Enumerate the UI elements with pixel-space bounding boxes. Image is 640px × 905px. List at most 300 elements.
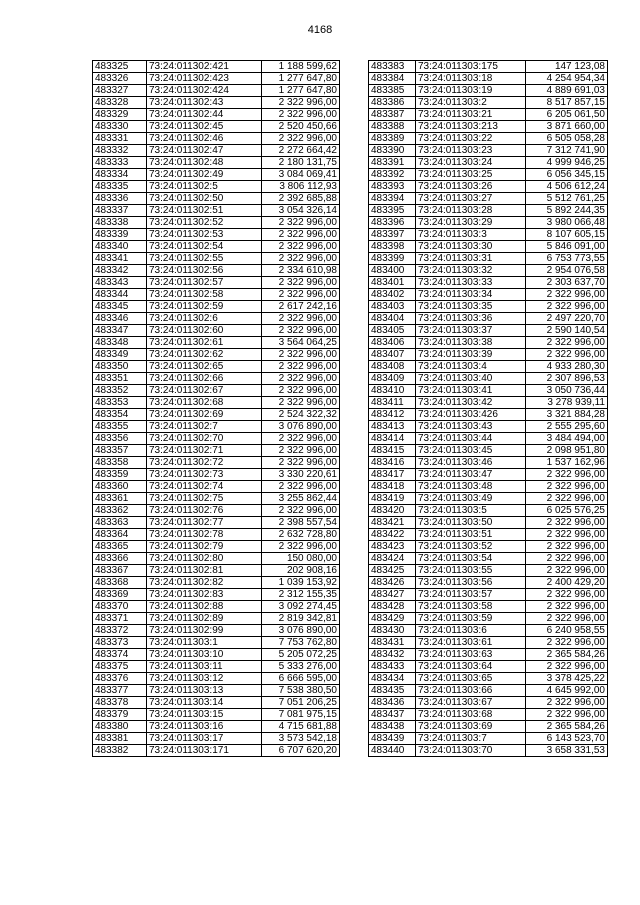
cadastral-number-cell: 73:24:011303:39 bbox=[416, 349, 526, 361]
row-number-cell: 483390 bbox=[369, 145, 416, 157]
cadastral-value-cell: 2 322 996,00 bbox=[526, 517, 608, 529]
table-row bbox=[369, 121, 608, 133]
row-number-cell: 483437 bbox=[369, 709, 416, 721]
row-number-cell: 483425 bbox=[369, 565, 416, 577]
table-row bbox=[93, 529, 340, 541]
cadastral-value-cell: 2 322 996,00 bbox=[526, 493, 608, 505]
row-number-cell: 483439 bbox=[369, 733, 416, 745]
cadastral-value-cell: 1 277 647,80 bbox=[262, 85, 340, 97]
row-number-cell: 483428 bbox=[369, 601, 416, 613]
cadastral-value-cell: 5 333 276,00 bbox=[262, 661, 340, 673]
cadastral-value-cell: 3 076 890,00 bbox=[262, 625, 340, 637]
table-row bbox=[93, 613, 340, 625]
row-number-cell: 483421 bbox=[369, 517, 416, 529]
row-number-cell: 483383 bbox=[369, 61, 416, 73]
cadastral-number-cell: 73:24:011303:49 bbox=[416, 493, 526, 505]
cadastral-value-cell: 2 322 996,00 bbox=[262, 433, 340, 445]
cadastral-value-cell: 4 933 280,30 bbox=[526, 361, 608, 373]
cadastral-value-cell: 2 322 996,00 bbox=[526, 481, 608, 493]
row-number-cell: 483398 bbox=[369, 241, 416, 253]
row-number-cell: 483333 bbox=[93, 157, 147, 169]
table-row bbox=[369, 613, 608, 625]
cadastral-value-cell: 2 322 996,00 bbox=[262, 109, 340, 121]
table-row bbox=[93, 733, 340, 745]
table-row bbox=[369, 457, 608, 469]
row-number-cell: 483435 bbox=[369, 685, 416, 697]
cadastral-value-cell: 7 312 741,90 bbox=[526, 145, 608, 157]
cadastral-number-cell: 73:24:011303:59 bbox=[416, 613, 526, 625]
cadastral-value-cell: 2 322 996,00 bbox=[526, 661, 608, 673]
table-row bbox=[369, 565, 608, 577]
row-number-cell: 483356 bbox=[93, 433, 147, 445]
row-number-cell: 483411 bbox=[369, 397, 416, 409]
cadastral-value-cell: 3 378 425,22 bbox=[526, 673, 608, 685]
table-row bbox=[369, 649, 608, 661]
table-row bbox=[369, 265, 608, 277]
table-row bbox=[369, 133, 608, 145]
row-number-cell: 483408 bbox=[369, 361, 416, 373]
row-number-cell: 483341 bbox=[93, 253, 147, 265]
row-number-cell: 483412 bbox=[369, 409, 416, 421]
cadastral-number-cell: 73:24:011303:46 bbox=[416, 457, 526, 469]
row-number-cell: 483358 bbox=[93, 457, 147, 469]
table-row bbox=[369, 361, 608, 373]
row-number-cell: 483326 bbox=[93, 73, 147, 85]
table-row bbox=[369, 85, 608, 97]
table-row bbox=[93, 685, 340, 697]
cadastral-number-cell: 73:24:011303:19 bbox=[416, 85, 526, 97]
cadastral-value-cell: 2 303 637,70 bbox=[526, 277, 608, 289]
table-row bbox=[369, 109, 608, 121]
cadastral-value-cell: 2 322 996,00 bbox=[262, 397, 340, 409]
cadastral-value-cell: 2 322 996,00 bbox=[526, 289, 608, 301]
cadastral-number-cell: 73:24:011303:25 bbox=[416, 169, 526, 181]
cadastral-number-cell: 73:24:011302:88 bbox=[147, 601, 262, 613]
cadastral-value-cell: 2 322 996,00 bbox=[262, 217, 340, 229]
table-row bbox=[369, 229, 608, 241]
cadastral-value-cell: 6 143 523,70 bbox=[526, 733, 608, 745]
cadastral-number-cell: 73:24:011302:423 bbox=[147, 73, 262, 85]
row-number-cell: 483429 bbox=[369, 613, 416, 625]
table-row bbox=[93, 577, 340, 589]
cadastral-value-cell: 2 954 076,58 bbox=[526, 265, 608, 277]
cadastral-value-cell: 2 322 996,00 bbox=[526, 589, 608, 601]
cadastral-number-cell: 73:24:011303:426 bbox=[416, 409, 526, 421]
cadastral-number-cell: 73:24:011303:54 bbox=[416, 553, 526, 565]
row-number-cell: 483374 bbox=[93, 649, 147, 661]
table-row bbox=[369, 493, 608, 505]
table-row bbox=[369, 709, 608, 721]
cadastral-number-cell: 73:24:011303:55 bbox=[416, 565, 526, 577]
row-number-cell: 483350 bbox=[93, 361, 147, 373]
cadastral-number-cell: 73:24:011303:37 bbox=[416, 325, 526, 337]
table-row bbox=[369, 661, 608, 673]
cadastral-number-cell: 73:24:011302:49 bbox=[147, 169, 262, 181]
cadastral-number-cell: 73:24:011302:47 bbox=[147, 145, 262, 157]
cadastral-number-cell: 73:24:011302:67 bbox=[147, 385, 262, 397]
row-number-cell: 483359 bbox=[93, 469, 147, 481]
cadastral-value-cell: 2 819 342,81 bbox=[262, 613, 340, 625]
cadastral-value-cell: 1 537 162,96 bbox=[526, 457, 608, 469]
row-number-cell: 483348 bbox=[93, 337, 147, 349]
row-number-cell: 483386 bbox=[369, 97, 416, 109]
row-number-cell: 483385 bbox=[369, 85, 416, 97]
cadastral-value-cell: 147 123,08 bbox=[526, 61, 608, 73]
cadastral-value-cell: 2 322 996,00 bbox=[262, 313, 340, 325]
table-row bbox=[369, 625, 608, 637]
table-row bbox=[369, 97, 608, 109]
table-row bbox=[93, 217, 340, 229]
cadastral-value-cell: 2 632 728,80 bbox=[262, 529, 340, 541]
cadastral-number-cell: 73:24:011303:7 bbox=[416, 733, 526, 745]
cadastral-value-cell: 2 322 996,00 bbox=[262, 505, 340, 517]
table-row bbox=[93, 697, 340, 709]
row-number-cell: 483407 bbox=[369, 349, 416, 361]
table-row bbox=[369, 721, 608, 733]
cadastral-value-cell: 2 555 295,60 bbox=[526, 421, 608, 433]
cadastral-value-cell: 2 365 584,26 bbox=[526, 649, 608, 661]
cadastral-number-cell: 73:24:011303:10 bbox=[147, 649, 262, 661]
table-row bbox=[93, 265, 340, 277]
row-number-cell: 483440 bbox=[369, 745, 416, 757]
table-row bbox=[93, 661, 340, 673]
cadastral-number-cell: 73:24:011302:52 bbox=[147, 217, 262, 229]
cadastral-value-cell: 3 054 326,14 bbox=[262, 205, 340, 217]
cadastral-number-cell: 73:24:011303:28 bbox=[416, 205, 526, 217]
cadastral-number-cell: 73:24:011303:56 bbox=[416, 577, 526, 589]
row-number-cell: 483434 bbox=[369, 673, 416, 685]
table-row bbox=[369, 325, 608, 337]
cadastral-number-cell: 73:24:011302:66 bbox=[147, 373, 262, 385]
cadastral-value-cell: 2 322 996,00 bbox=[262, 385, 340, 397]
table-row bbox=[93, 301, 340, 313]
table-row bbox=[369, 517, 608, 529]
row-number-cell: 483372 bbox=[93, 625, 147, 637]
cadastral-number-cell: 73:24:011303:69 bbox=[416, 721, 526, 733]
cadastral-value-cell: 6 505 058,28 bbox=[526, 133, 608, 145]
cadastral-number-cell: 73:24:011303:36 bbox=[416, 313, 526, 325]
table-row bbox=[369, 349, 608, 361]
row-number-cell: 483349 bbox=[93, 349, 147, 361]
cadastral-number-cell: 73:24:011303:41 bbox=[416, 385, 526, 397]
cadastral-value-cell: 2 322 996,00 bbox=[262, 133, 340, 145]
table-row bbox=[369, 481, 608, 493]
cadastral-value-cell: 3 573 542,18 bbox=[262, 733, 340, 745]
table-row bbox=[93, 349, 340, 361]
cadastral-number-cell: 73:24:011303:61 bbox=[416, 637, 526, 649]
row-number-cell: 483347 bbox=[93, 325, 147, 337]
cadastral-value-cell: 2 322 996,00 bbox=[526, 565, 608, 577]
row-number-cell: 483394 bbox=[369, 193, 416, 205]
table-row bbox=[93, 469, 340, 481]
cadastral-number-cell: 73:24:011302:77 bbox=[147, 517, 262, 529]
row-number-cell: 483373 bbox=[93, 637, 147, 649]
table-row bbox=[369, 397, 608, 409]
row-number-cell: 483328 bbox=[93, 97, 147, 109]
row-number-cell: 483354 bbox=[93, 409, 147, 421]
cadastral-number-cell: 73:24:011302:58 bbox=[147, 289, 262, 301]
row-number-cell: 483397 bbox=[369, 229, 416, 241]
cadastral-value-cell: 2 307 896,53 bbox=[526, 373, 608, 385]
cadastral-value-cell: 5 205 072,25 bbox=[262, 649, 340, 661]
cadastral-number-cell: 73:24:011303:12 bbox=[147, 673, 262, 685]
cadastral-value-cell: 150 080,00 bbox=[262, 553, 340, 565]
cadastral-number-cell: 73:24:011302:76 bbox=[147, 505, 262, 517]
table-row bbox=[93, 85, 340, 97]
table-row bbox=[369, 529, 608, 541]
row-number-cell: 483415 bbox=[369, 445, 416, 457]
cadastral-value-cell: 2 590 140,54 bbox=[526, 325, 608, 337]
cadastral-number-cell: 73:24:011302:79 bbox=[147, 541, 262, 553]
cadastral-number-cell: 73:24:011303:44 bbox=[416, 433, 526, 445]
cadastral-value-cell: 3 278 939,11 bbox=[526, 397, 608, 409]
row-number-cell: 483351 bbox=[93, 373, 147, 385]
cadastral-value-cell: 7 538 380,50 bbox=[262, 685, 340, 697]
table-row bbox=[93, 253, 340, 265]
row-number-cell: 483391 bbox=[369, 157, 416, 169]
table-row bbox=[93, 589, 340, 601]
cadastral-number-cell: 73:24:011302:51 bbox=[147, 205, 262, 217]
cadastral-number-cell: 73:24:011303:18 bbox=[416, 73, 526, 85]
row-number-cell: 483387 bbox=[369, 109, 416, 121]
row-number-cell: 483327 bbox=[93, 85, 147, 97]
cadastral-value-cell: 4 715 681,88 bbox=[262, 721, 340, 733]
cadastral-number-cell: 73:24:011302:69 bbox=[147, 409, 262, 421]
table-row bbox=[369, 205, 608, 217]
table-row bbox=[93, 133, 340, 145]
row-number-cell: 483362 bbox=[93, 505, 147, 517]
table-row bbox=[369, 313, 608, 325]
cadastral-number-cell: 73:24:011302:50 bbox=[147, 193, 262, 205]
cadastral-number-cell: 73:24:011302:89 bbox=[147, 613, 262, 625]
cadastral-number-cell: 73:24:011302:74 bbox=[147, 481, 262, 493]
cadastral-value-cell: 5 846 091,00 bbox=[526, 241, 608, 253]
cadastral-number-cell: 73:24:011302:71 bbox=[147, 445, 262, 457]
cadastral-number-cell: 73:24:011302:55 bbox=[147, 253, 262, 265]
table-row bbox=[93, 145, 340, 157]
row-number-cell: 483335 bbox=[93, 181, 147, 193]
row-number-cell: 483330 bbox=[93, 121, 147, 133]
cadastral-value-table-left bbox=[92, 60, 340, 757]
table-row bbox=[93, 97, 340, 109]
cadastral-number-cell: 73:24:011303:42 bbox=[416, 397, 526, 409]
row-number-cell: 483389 bbox=[369, 133, 416, 145]
cadastral-number-cell: 73:24:011303:51 bbox=[416, 529, 526, 541]
cadastral-number-cell: 73:24:011303:2 bbox=[416, 97, 526, 109]
cadastral-value-cell: 5 892 244,35 bbox=[526, 205, 608, 217]
cadastral-value-cell: 2 322 996,00 bbox=[526, 337, 608, 349]
cadastral-number-cell: 73:24:011302:62 bbox=[147, 349, 262, 361]
row-number-cell: 483395 bbox=[369, 205, 416, 217]
cadastral-value-cell: 2 322 996,00 bbox=[526, 469, 608, 481]
table-row bbox=[93, 277, 340, 289]
cadastral-value-cell: 2 322 996,00 bbox=[526, 553, 608, 565]
cadastral-number-cell: 73:24:011303:63 bbox=[416, 649, 526, 661]
row-number-cell: 483402 bbox=[369, 289, 416, 301]
cadastral-value-cell: 2 322 996,00 bbox=[262, 277, 340, 289]
row-number-cell: 483406 bbox=[369, 337, 416, 349]
table-row bbox=[93, 517, 340, 529]
cadastral-number-cell: 73:24:011303:21 bbox=[416, 109, 526, 121]
row-number-cell: 483336 bbox=[93, 193, 147, 205]
cadastral-value-cell: 2 322 996,00 bbox=[262, 457, 340, 469]
table-row bbox=[93, 193, 340, 205]
row-number-cell: 483365 bbox=[93, 541, 147, 553]
cadastral-number-cell: 73:24:011303:64 bbox=[416, 661, 526, 673]
cadastral-value-cell: 2 322 996,00 bbox=[526, 529, 608, 541]
row-number-cell: 483366 bbox=[93, 553, 147, 565]
table-row bbox=[369, 697, 608, 709]
row-number-cell: 483400 bbox=[369, 265, 416, 277]
row-number-cell: 483420 bbox=[369, 505, 416, 517]
table-row bbox=[369, 673, 608, 685]
table-row bbox=[93, 229, 340, 241]
row-number-cell: 483418 bbox=[369, 481, 416, 493]
cadastral-number-cell: 73:24:011302:59 bbox=[147, 301, 262, 313]
row-number-cell: 483325 bbox=[93, 61, 147, 73]
cadastral-number-cell: 73:24:011303:68 bbox=[416, 709, 526, 721]
table-row bbox=[369, 73, 608, 85]
table-row bbox=[369, 601, 608, 613]
cadastral-number-cell: 73:24:011303:15 bbox=[147, 709, 262, 721]
row-number-cell: 483436 bbox=[369, 697, 416, 709]
cadastral-value-cell: 2 272 664,42 bbox=[262, 145, 340, 157]
table-row bbox=[369, 217, 608, 229]
row-number-cell: 483377 bbox=[93, 685, 147, 697]
table-row bbox=[93, 637, 340, 649]
cadastral-value-cell: 2 322 996,00 bbox=[526, 601, 608, 613]
cadastral-number-cell: 73:24:011303:40 bbox=[416, 373, 526, 385]
table-row bbox=[369, 289, 608, 301]
table-row bbox=[93, 601, 340, 613]
table-row bbox=[93, 541, 340, 553]
table-row bbox=[369, 241, 608, 253]
cadastral-number-cell: 73:24:011303:30 bbox=[416, 241, 526, 253]
table-row bbox=[369, 301, 608, 313]
cadastral-number-cell: 73:24:011303:26 bbox=[416, 181, 526, 193]
row-number-cell: 483419 bbox=[369, 493, 416, 505]
row-number-cell: 483332 bbox=[93, 145, 147, 157]
row-number-cell: 483376 bbox=[93, 673, 147, 685]
table-row bbox=[369, 433, 608, 445]
cadastral-number-cell: 73:24:011302:7 bbox=[147, 421, 262, 433]
table-row bbox=[93, 505, 340, 517]
cadastral-value-cell: 8 107 605,15 bbox=[526, 229, 608, 241]
cadastral-value-cell: 2 322 996,00 bbox=[262, 253, 340, 265]
table-row bbox=[93, 721, 340, 733]
cadastral-number-cell: 73:24:011302:83 bbox=[147, 589, 262, 601]
row-number-cell: 483371 bbox=[93, 613, 147, 625]
cadastral-number-cell: 73:24:011303:57 bbox=[416, 589, 526, 601]
row-number-cell: 483404 bbox=[369, 313, 416, 325]
table-row bbox=[93, 169, 340, 181]
cadastral-number-cell: 73:24:011303:6 bbox=[416, 625, 526, 637]
table-row bbox=[93, 433, 340, 445]
cadastral-value-cell: 2 322 996,00 bbox=[262, 541, 340, 553]
cadastral-number-cell: 73:24:011302:68 bbox=[147, 397, 262, 409]
cadastral-value-cell: 5 512 761,25 bbox=[526, 193, 608, 205]
cadastral-number-cell: 73:24:011302:65 bbox=[147, 361, 262, 373]
table-row bbox=[369, 469, 608, 481]
table-row bbox=[93, 325, 340, 337]
cadastral-value-cell: 2 312 155,35 bbox=[262, 589, 340, 601]
table-row bbox=[93, 337, 340, 349]
row-number-cell: 483413 bbox=[369, 421, 416, 433]
cadastral-number-cell: 73:24:011303:29 bbox=[416, 217, 526, 229]
table-row bbox=[369, 445, 608, 457]
cadastral-value-cell: 2 322 996,00 bbox=[526, 637, 608, 649]
cadastral-value-cell: 1 039 153,92 bbox=[262, 577, 340, 589]
cadastral-value-cell: 2 322 996,00 bbox=[526, 541, 608, 553]
table-row bbox=[369, 745, 608, 757]
cadastral-value-cell: 2 322 996,00 bbox=[262, 373, 340, 385]
cadastral-value-cell: 2 322 996,00 bbox=[526, 613, 608, 625]
cadastral-value-cell: 3 330 220,61 bbox=[262, 469, 340, 481]
table-row bbox=[93, 709, 340, 721]
cadastral-number-cell: 73:24:011303:38 bbox=[416, 337, 526, 349]
cadastral-number-cell: 73:24:011303:175 bbox=[416, 61, 526, 73]
row-number-cell: 483381 bbox=[93, 733, 147, 745]
cadastral-value-cell: 4 999 946,25 bbox=[526, 157, 608, 169]
table-row bbox=[93, 481, 340, 493]
table-row bbox=[93, 745, 340, 757]
cadastral-value-cell: 2 322 996,00 bbox=[262, 241, 340, 253]
cadastral-number-cell: 73:24:011303:5 bbox=[416, 505, 526, 517]
row-number-cell: 483352 bbox=[93, 385, 147, 397]
table-row bbox=[93, 121, 340, 133]
cadastral-value-cell: 2 322 996,00 bbox=[262, 481, 340, 493]
cadastral-number-cell: 73:24:011303:4 bbox=[416, 361, 526, 373]
row-number-cell: 483378 bbox=[93, 697, 147, 709]
cadastral-number-cell: 73:24:011303:23 bbox=[416, 145, 526, 157]
cadastral-number-cell: 73:24:011302:44 bbox=[147, 109, 262, 121]
cadastral-number-cell: 73:24:011302:56 bbox=[147, 265, 262, 277]
table-row bbox=[369, 409, 608, 421]
row-number-cell: 483392 bbox=[369, 169, 416, 181]
cadastral-number-cell: 73:24:011302:57 bbox=[147, 277, 262, 289]
cadastral-number-cell: 73:24:011303:47 bbox=[416, 469, 526, 481]
row-number-cell: 483367 bbox=[93, 565, 147, 577]
cadastral-number-cell: 73:24:011303:43 bbox=[416, 421, 526, 433]
cadastral-number-cell: 73:24:011302:61 bbox=[147, 337, 262, 349]
cadastral-number-cell: 73:24:011303:3 bbox=[416, 229, 526, 241]
table-row bbox=[369, 685, 608, 697]
cadastral-number-cell: 73:24:011303:70 bbox=[416, 745, 526, 757]
cadastral-number-cell: 73:24:011302:54 bbox=[147, 241, 262, 253]
row-number-cell: 483399 bbox=[369, 253, 416, 265]
row-number-cell: 483369 bbox=[93, 589, 147, 601]
row-number-cell: 483338 bbox=[93, 217, 147, 229]
row-number-cell: 483346 bbox=[93, 313, 147, 325]
table-row bbox=[369, 733, 608, 745]
cadastral-value-cell: 2 365 584,26 bbox=[526, 721, 608, 733]
cadastral-value-cell: 3 484 494,00 bbox=[526, 433, 608, 445]
row-number-cell: 483329 bbox=[93, 109, 147, 121]
cadastral-number-cell: 73:24:011302:421 bbox=[147, 61, 262, 73]
cadastral-number-cell: 73:24:011303:48 bbox=[416, 481, 526, 493]
cadastral-number-cell: 73:24:011302:82 bbox=[147, 577, 262, 589]
cadastral-number-cell: 73:24:011303:14 bbox=[147, 697, 262, 709]
cadastral-value-cell: 2 617 242,16 bbox=[262, 301, 340, 313]
cadastral-number-cell: 73:24:011302:60 bbox=[147, 325, 262, 337]
row-number-cell: 483384 bbox=[369, 73, 416, 85]
cadastral-number-cell: 73:24:011303:52 bbox=[416, 541, 526, 553]
row-number-cell: 483401 bbox=[369, 277, 416, 289]
table-row bbox=[369, 505, 608, 517]
cadastral-value-cell: 6 753 773,55 bbox=[526, 253, 608, 265]
table-row bbox=[93, 73, 340, 85]
row-number-cell: 483337 bbox=[93, 205, 147, 217]
